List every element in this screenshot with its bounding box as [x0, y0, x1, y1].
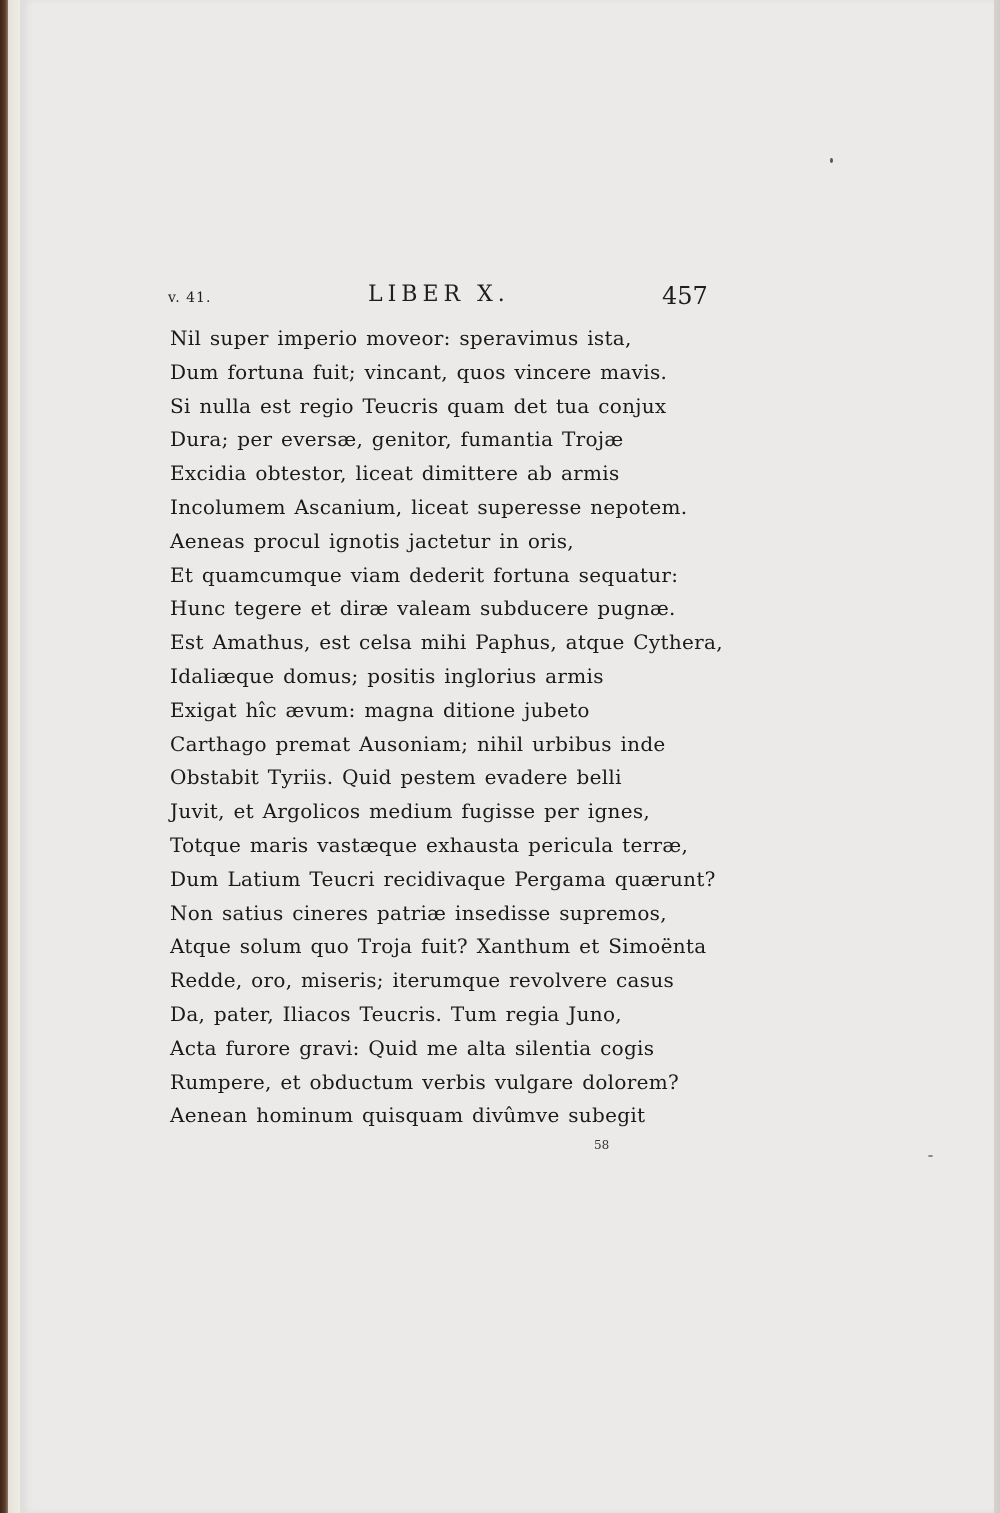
verse-line: Rumpere, et obductum verbis vulgare dolorem?	[170, 1069, 679, 1094]
verse-line: Dura; per eversæ, genitor, fumantia Trojæ	[170, 427, 624, 452]
right-page-edge	[994, 0, 1000, 1513]
verse-line: Dum fortuna fuit; vincant, quos vincere mavis.	[170, 359, 668, 384]
verse-line: Redde, oro, miseris; iterumque revolvere casus	[170, 968, 675, 993]
verse-line: Aenean hominum quisquam divûmve subegit	[170, 1103, 646, 1128]
verse-line: Dum Latium Teucri recidivaque Pergama quærunt?	[170, 866, 716, 891]
verse-line: Nil super imperio moveor: speravimus ista,	[170, 326, 632, 350]
verse-block	[170, 322, 770, 1133]
verse-line: Juvit, et Argolicos medium fugisse per ignes,	[170, 799, 651, 824]
paper-speck	[928, 1155, 933, 1157]
verse-line: Et quamcumque viam dederit fortuna sequatur:	[170, 562, 679, 587]
paper-speck	[830, 158, 833, 163]
verse-line: Non satius cineres patriæ insedisse supremos,	[170, 900, 667, 925]
verse-line: Excidia obtestor, liceat dimittere ab armis	[170, 461, 620, 486]
verse-line: Acta furore gravi: Quid me alta silentia cogis	[170, 1035, 655, 1060]
verse-line: Carthago premat Ausoniam; nihil urbibus inde	[170, 731, 666, 756]
verse-line: Atque solum quo Troja fuit? Xanthum et Simoënta	[170, 934, 707, 959]
book-title: LIBER X.	[368, 282, 510, 307]
verse-line: Si nulla est regio Teucris quam det tua conjux	[170, 393, 667, 418]
running-head	[0, 282, 1000, 312]
signature-mark: 58	[594, 1138, 610, 1152]
verse-line: Obstabit Tyriis. Quid pestem evadere belli	[170, 765, 622, 790]
verse-line: Da, pater, Iliacos Teucris. Tum regia Juno,	[170, 1001, 622, 1026]
verse-line: Idaliæque domus; positis inglorius armis	[170, 663, 604, 688]
verse-line: Totque maris vastæque exhausta pericula terræ,	[170, 832, 689, 857]
book-spine	[0, 0, 8, 1513]
verse-line: Exigat hîc ævum: magna ditione jubeto	[170, 697, 590, 722]
verse-line: Hunc tegere et diræ valeam subducere pugnæ.	[170, 596, 676, 621]
verse-line: Incolumem Ascanium, liceat superesse nepotem.	[170, 494, 688, 519]
page-number: 457	[662, 282, 708, 310]
verse-line: Aeneas procul ignotis jactetur in oris,	[170, 528, 574, 553]
verse-reference: v. 41.	[168, 290, 212, 306]
verse-line: Est Amathus, est celsa mihi Paphus, atque Cythera,	[170, 630, 723, 655]
